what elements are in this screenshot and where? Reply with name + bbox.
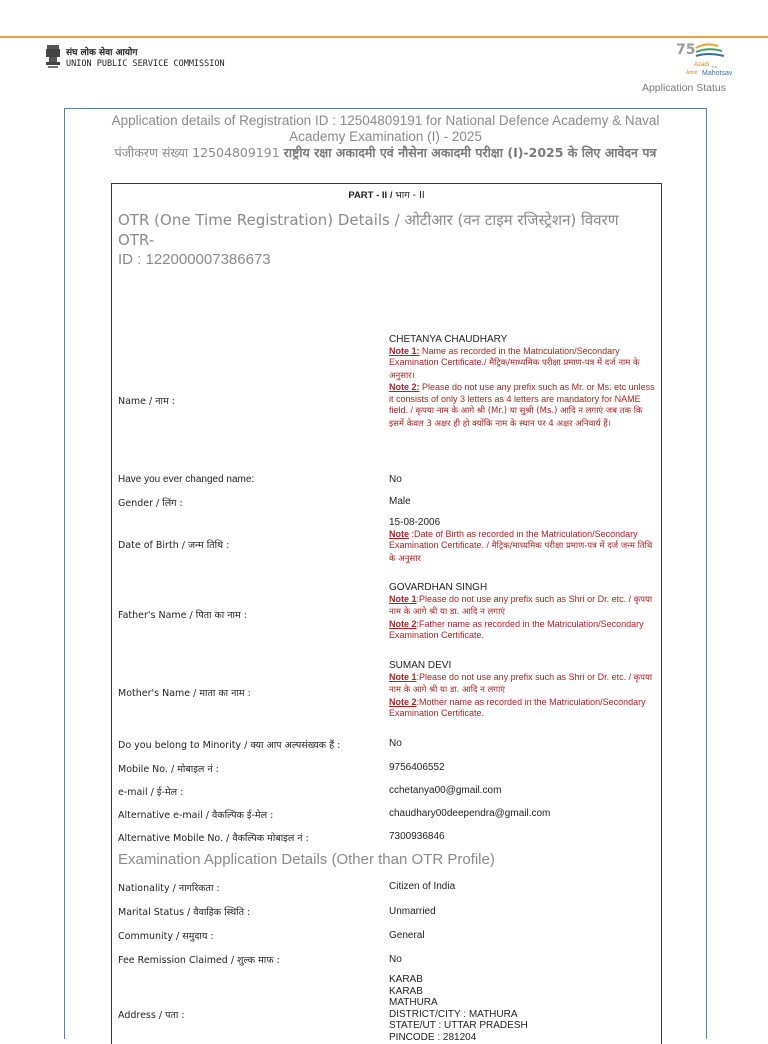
address-line: MATHURA [389,997,438,1008]
otr-title-line-2: ID : 122000007386673 [118,251,271,268]
name-text: CHETANYA CHAUDHARY [389,334,508,345]
address-line: KARAB [389,974,423,985]
minority-label: Do you belong to Minority / क्या आप अल्पसंख्यक हैं : [118,740,341,751]
part-title-en: PART - II / [348,190,393,201]
father-name-text: GOVARDHAN SINGH [389,582,488,593]
address-line: STATE/UT : UTTAR PRADESH [389,1020,528,1031]
heading-hindi-bold: राष्ट्रीय रक्षा अकादमी एवं नौसेना अकादमी परीक्षा (I)-2025 के लिए आवेदन पत्र [283,145,657,160]
page-header [0,38,768,94]
father-name-label: Father's Name / पिता का नाम : [118,610,247,621]
svg-text:Ka: Ka [712,64,717,69]
changed-name-value: No [389,474,402,485]
address-line: KARAB [389,985,423,997]
svg-text:75: 75 [676,42,696,58]
email-label: e-mail / ई-मेल : [118,787,184,798]
gender-label: Gender / लिंग : [118,498,183,509]
otr-section-title [118,210,653,270]
father-name-value [389,582,657,642]
marital-status-label: Marital Status / वैवाहिक स्थिति : [118,907,251,918]
heading-line-hindi [65,145,706,161]
name-label: Name / नाम : [118,396,175,407]
org-name-english: UNION PUBLIC SERVICE COMMISSION [66,59,225,69]
changed-name-label: Have you ever changed name: [118,474,255,485]
father-note-1: Note 1:Please do not use any prefix such as Shri or Dr. etc. / कृपया नाम के आगे श्री या डा. आदि न लगाएं [389,593,653,617]
mother-note-2: Note 2:Mother name as recorded in the Matriculation/Secondary Examination Certificate. [389,696,646,718]
application-status-label: Application Status [641,82,726,94]
part-2-table [111,183,662,1044]
alt-email-value: chaudhary00deependra@gmail.com [389,808,551,819]
dob-note: Note :Date of Birth as recorded in the Matriculation/Secondary Examination Certificate. / मैट्रिक/माध्यमिक परीक्षा प्रमाण-पत्र में दर्ज जन्म तिथि के अनुसार [389,528,653,564]
mobile-value: 9756406552 [389,762,445,773]
fee-remission-label: Fee Remission Claimed / शुल्क माफ : [118,955,280,966]
name-note-2: Note 2: Please do not use any prefix such as Mr. or Ms. etc unless it consists of only 3 letters as 4 letters are mandatory for NAME field. / कृपया नाम के आगे श्री (Mr.) या सुश्री (Ms.) आदि न लगाएं जब तक कि इसमें केवल 3 अक्षर ही हो क्योंकि नाम के स्थान पर 4 अक्षर अनिवार्य हैं। [389,382,655,429]
mother-name-label: Mother's Name / माता का नाम : [118,688,251,699]
part-title-hi: भाग - II [395,190,425,201]
otr-title-line-1: OTR (One Time Registration) Details / ओटीआर (वन टाइम रजिस्ट्रेशन) विवरण OTR- [118,211,619,249]
address-line: PINCODE : 281204 [389,1031,477,1043]
application-heading [65,113,706,161]
heading-line-2: Academy Examination (I) - 2025 [289,129,482,144]
alt-email-label: Alternative e-mail / वैकल्पिक ई-मेल : [118,810,274,821]
fee-remission-value: No [389,954,402,965]
address-label: Address / पता : [118,1010,185,1021]
alt-mobile-label: Alternative Mobile No. / वैकल्पिक मोबाइल नं : [118,833,309,844]
alt-mobile-value: 7300936846 [389,831,445,842]
name-note-1: Note 1: Name as recorded in the Matriculation/Secondary Examination Certificate./ मैट्रिक/माध्यमिक परीक्षा प्रमाण-पत्र में दर्ज नाम के अनुसार। [389,345,640,381]
dob-value [389,517,657,565]
marital-status-value: Unmarried [389,906,436,917]
part-title [112,188,661,201]
svg-text:Amrit: Amrit [686,70,698,76]
upsc-brand [66,48,225,70]
father-note-2: Note 2:Father name as recorded in the Matriculation/Secondary Examination Certificate. [389,618,644,640]
dob-label: Date of Birth / जन्म तिथि : [118,540,230,551]
svg-text:Azadi: Azadi [694,62,710,68]
mobile-label: Mobile No. / मोबाइल नं : [118,764,219,775]
gender-value: Male [389,496,411,507]
address-value [389,974,657,1043]
address-line: DISTRICT/CITY : MATHURA [389,1008,518,1020]
name-value [389,334,657,430]
mother-note-1: Note 1:Please do not use any prefix such as Shri or Dr. etc. / कृपया नाम के आगे श्री या डा. आदि न लगाएं [389,671,653,695]
mother-name-text: SUMAN DEVI [389,660,452,671]
national-emblem-icon [44,44,62,70]
exam-section-title: Examination Application Details (Other than OTR Profile) [118,851,495,868]
community-label: Community / समुदाय : [118,931,214,942]
nationality-label: Nationality / नागरिकता : [118,883,220,894]
azadi-ka-amrit-mahotsav-logo [672,40,732,78]
community-value: General [389,930,425,941]
svg-text:Mahotsav: Mahotsav [702,70,732,77]
minority-value: No [389,738,402,749]
dob-text: 15-08-2006 [389,517,441,528]
nationality-value: Citizen of India [389,881,456,892]
org-name-hindi: संघ लोक सेवा आयोग [66,48,138,58]
heading-hindi-prefix: पंजीकरण संख्या 12504809191 [114,145,280,160]
heading-line-1: Application details of Registration ID : 12504809191 for National Defence Academy & Naval [111,113,660,128]
mother-name-value [389,660,657,720]
application-panel [64,108,707,1043]
email-value: cchetanya00@gmail.com [389,785,502,796]
